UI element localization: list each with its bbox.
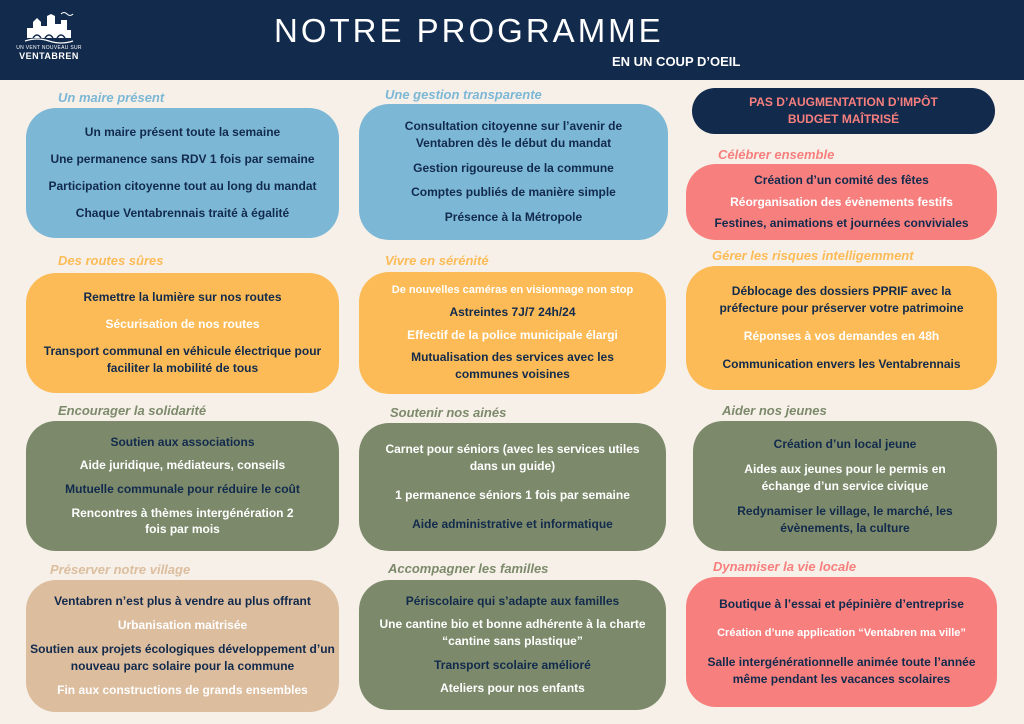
- list-item: Remettre la lumière sur nos routes: [83, 290, 282, 305]
- list-item: Aides aux jeunes pour le permis en échange d’un service civique: [744, 461, 946, 493]
- list-item: Une permanence sans RDV 1 fois par semaine: [50, 152, 315, 167]
- section-title-serenite: Vivre en sérénité: [385, 253, 489, 268]
- section-title-jeunes: Aider nos jeunes: [722, 403, 827, 418]
- section-title-risques: Gérer les risques intelligemment: [712, 248, 914, 263]
- list-item: 1 permanence séniors 1 fois par semaine: [395, 488, 630, 502]
- section-box-vie-locale: [686, 577, 997, 707]
- village-skyline-icon: [23, 8, 75, 44]
- page-subtitle: EN UN COUP D’OEIL: [612, 54, 741, 69]
- list-item: Ateliers pour nos enfants: [440, 681, 585, 696]
- list-item: Rencontres à thèmes intergénération 2 fois par mois: [71, 505, 294, 537]
- list-item: Boutique à l’essai et pépinière d’entreprise: [719, 597, 964, 612]
- list-item: Création d’un comité des fêtes: [754, 173, 929, 188]
- section-title-gestion: Une gestion transparente: [385, 87, 542, 102]
- logo-tagline: UN VENT NOUVEAU SUR: [16, 45, 82, 51]
- section-box-village: [26, 580, 339, 712]
- list-item: Présence à la Métropole: [444, 210, 583, 225]
- list-item: Participation citoyenne tout au long du mandat: [48, 179, 317, 194]
- section-box-maire: [26, 108, 339, 238]
- section-box-familles: [359, 580, 666, 710]
- list-item: Aide administrative et informatique: [412, 517, 613, 531]
- section-box-risques: [686, 266, 997, 390]
- list-item: Consultation citoyenne sur l’avenir de Ventabren dès le début du mandat: [404, 119, 623, 150]
- ventabren-logo: [14, 8, 84, 72]
- list-item: Gestion rigoureuse de la commune: [413, 160, 614, 175]
- section-title-village: Préserver notre village: [50, 562, 191, 577]
- logo-name: VENTABREN: [19, 51, 79, 61]
- list-item: Comptes publiés de manière simple: [411, 185, 616, 200]
- budget-line-2: BUDGET MAÎTRISÉ: [787, 112, 900, 126]
- section-title-vie-locale: Dynamiser la vie locale: [713, 559, 857, 574]
- budget-banner: [692, 88, 995, 134]
- section-title-aines: Soutenir nos ainés: [390, 405, 507, 420]
- section-box-routes: [26, 273, 339, 393]
- section-box-jeunes: [693, 421, 997, 551]
- list-item: Soutien aux associations: [110, 434, 255, 449]
- list-item: Une cantine bio et bonne adhérente à la charte “cantine sans plastique”: [379, 617, 646, 649]
- list-item: Ventabren n’est plus à vendre au plus offrant: [54, 594, 311, 609]
- list-item: Astreintes 7J/7 24h/24: [449, 305, 576, 320]
- list-item: Fin aux constructions de grands ensembles: [57, 683, 308, 697]
- list-item: Salle intergénérationnelle animée toute l’année même pendant les vacances scolaires: [707, 655, 976, 687]
- section-title-celebrer: Célébrer ensemble: [718, 147, 835, 162]
- list-item: Mutuelle communale pour réduire le coût: [65, 481, 300, 496]
- list-item: Transport scolaire amélioré: [434, 657, 591, 672]
- section-title-routes: Des routes sûres: [58, 253, 164, 268]
- section-box-gestion: [359, 104, 668, 240]
- page-title: NOTRE PROGRAMME: [274, 12, 664, 49]
- list-item: Transport communal en véhicule électrique pour faciliter la mobilité de tous: [43, 344, 322, 375]
- section-title-maire: Un maire présent: [58, 90, 165, 105]
- list-item: Aide juridique, médiateurs, conseils: [79, 458, 286, 473]
- list-item: Périscolaire qui s’adapte aux familles: [405, 593, 620, 608]
- list-item: Urbanisation maitrisée: [117, 618, 248, 633]
- section-box-aines: [359, 423, 666, 551]
- budget-line-1: PAS D’AUGMENTATION D’IMPÔT: [749, 95, 938, 110]
- section-box-solidarite: [26, 421, 339, 551]
- list-item: Redynamiser le village, le marché, les évènements, la culture: [737, 503, 953, 535]
- list-item: Création d’un local jeune: [773, 436, 917, 451]
- section-title-familles: Accompagner les familles: [388, 561, 549, 576]
- section-title-solidarite: Encourager la solidarité: [58, 403, 207, 418]
- list-item: Mutualisation des services avec les communes voisines: [411, 349, 614, 381]
- list-item: Réponses à vos demandes en 48h: [743, 329, 940, 343]
- list-item: De nouvelles caméras en visionnage non stop: [391, 284, 634, 297]
- list-item: Sécurisation de nos routes: [105, 317, 260, 332]
- list-item: Déblocage des dossiers PPRIF avec la préfecture pour préserver votre patrimoine: [719, 284, 964, 315]
- list-item: Soutien aux projets écologiques développement d’un nouveau parc solaire pour la commune: [30, 642, 335, 673]
- list-item: Réorganisation des évènements festifs: [730, 194, 953, 209]
- header-banner: [0, 0, 1024, 80]
- list-item: Communication envers les Ventabrennais: [722, 357, 961, 371]
- list-item: Chaque Ventabrennais traité à égalité: [75, 206, 290, 221]
- list-item: Festines, animations et journées conviviales: [714, 215, 969, 230]
- list-item: Carnet pour séniors (avec les services utiles dans un guide): [385, 442, 640, 473]
- section-box-celebrer: [686, 164, 997, 240]
- list-item: Un maire présent toute la semaine: [84, 125, 281, 140]
- list-item: Création d’une application “Ventabren ma ville”: [717, 626, 966, 639]
- list-item: Effectif de la police municipale élargi: [407, 327, 618, 342]
- section-box-serenite: [359, 272, 666, 394]
